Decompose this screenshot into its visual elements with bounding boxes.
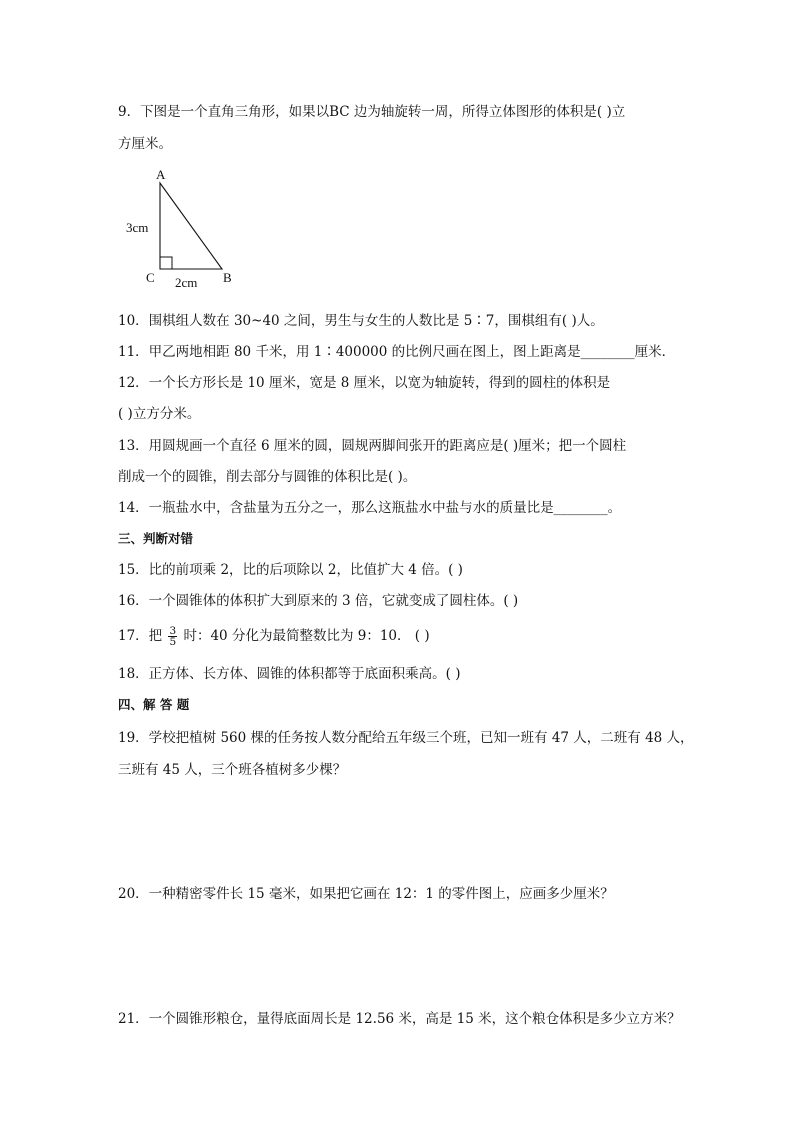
vertex-label-a: A xyxy=(156,167,166,182)
right-triangle-figure xyxy=(120,165,250,290)
question-21: 21．一个圆锥形粮仓，量得底面周长是 12.56 米，高是 15 米，这个粮仓体积是多少立方米？ xyxy=(118,1011,681,1027)
side-label-ac: 3cm xyxy=(126,220,149,235)
question-9-line1: 9．下图是一个直角三角形，如果以BC 边为轴旋转一周，所得立体图形的体积是( )立 xyxy=(118,104,626,120)
question-14: 14．一瓶盐水中，含盐量为五分之一，那么这瓶盐水中盐与水的质量比是________。 xyxy=(118,500,622,516)
question-10: 10．围棋组人数在 30~40 之间，男生与女生的人数比是 5∶7，围棋组有( )人。 xyxy=(118,313,604,329)
question-15: 15．比的前项乘 2，比的后项除以 2，比值扩大 4 倍。( ) xyxy=(118,562,463,578)
question-13-line2: 削成一个的圆锥，削去部分与圆锥的体积比是( )。 xyxy=(118,469,417,485)
question-17-suffix: 时：40 分化为最简整数比为 9：10． ( ) xyxy=(183,628,430,644)
right-angle-marker xyxy=(160,257,172,269)
question-16: 16．一个圆锥体的体积扩大到原来的 3 倍，它就变成了圆柱体。( ) xyxy=(118,593,519,609)
question-17-prefix: 17．把 xyxy=(118,628,163,644)
section-heading-solve: 四、解 答 题 xyxy=(118,697,190,712)
question-19-line1: 19．学校把植树 560 棵的任务按人数分配给五年级三个班，已知一班有 47 人，二班有 48 人， xyxy=(118,730,694,746)
question-20: 20．一种精密零件长 15 毫米，如果把它画在 12：1 的零件图上，应画多少厘米？ xyxy=(118,886,614,902)
section-heading-judge: 三、判断对错 xyxy=(118,531,194,546)
question-17 xyxy=(118,626,430,647)
fraction-denominator: 5 xyxy=(169,636,177,648)
fraction-numerator: 3 xyxy=(169,625,177,637)
vertex-label-b: B xyxy=(223,270,232,285)
question-19-line2: 三班有 45 人，三个班各植树多少棵？ xyxy=(118,762,347,778)
question-12-line1: 12．一个长方形长是 10 厘米，宽是 8 厘米，以宽为轴旋转，得到的圆柱的体积是 xyxy=(118,375,611,391)
fraction-three-fifths xyxy=(168,626,177,647)
vertex-label-c: C xyxy=(146,270,155,285)
side-label-cb: 2cm xyxy=(175,275,198,290)
question-12-line2: ( )立方分米。 xyxy=(118,406,201,422)
question-9-line2: 方厘米。 xyxy=(118,136,172,152)
question-11: 11．甲乙两地相距 80 千米，用 1∶400000 的比例尺画在图上，图上距离是________厘米． xyxy=(118,344,676,360)
triangle-shape xyxy=(160,183,222,269)
question-18: 18．正方体、长方体、圆锥的体积都等于底面积乘高。( ) xyxy=(118,666,461,682)
question-13-line1: 13．用圆规画一个直径 6 厘米的圆，圆规两脚间张开的距离应是( )厘米；把一个圆柱 xyxy=(118,438,627,454)
